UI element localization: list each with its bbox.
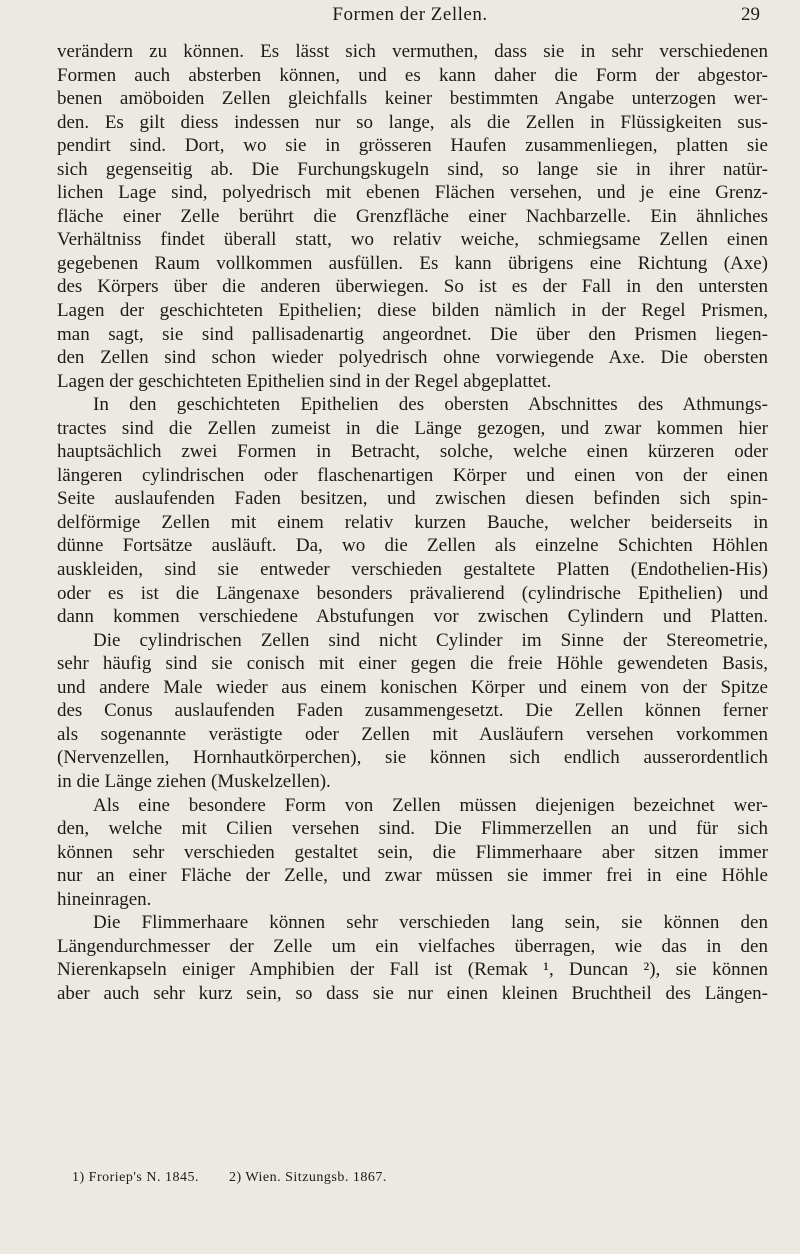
text-line: dann kommen verschiedene Abstufungen vor zwischen Cylindern und Platten. — [57, 606, 768, 628]
text-line: sich gegenseitig ab. Die Furchungskugeln sind, so lange sie in ihrer natür- — [57, 158, 768, 180]
text-line: verändern zu können. Es lässt sich vermuthen, dass sie in sehr verschiedenen — [57, 41, 768, 62]
text-line: Seite auslaufenden Faden besitzen, und zwischen diesen befinden sich spin- — [57, 488, 768, 510]
text-line: und andere Male wieder aus einem konischen Körper und einem von der Spitze — [57, 676, 768, 698]
body-text — [57, 40, 768, 1005]
text-line: fläche einer Zelle berührt die Grenzfläche einer Nachbarzelle. Ein ähnliches — [57, 205, 768, 227]
text-line: des Körpers über die anderen überwiegen. So ist es der Fall in den untersten — [57, 276, 768, 298]
text-line: längeren cylindrischen oder flaschenartigen Körper und einen von der einen — [57, 464, 768, 486]
text-line: aber auch sehr kurz sein, so dass sie nur einen kleinen Bruchtheil des Längen- — [57, 982, 768, 1004]
text-line: des Conus auslaufenden Faden zusammengesetzt. Die Zellen können ferner — [57, 700, 768, 722]
text-line: gegebenen Raum vollkommen ausfüllen. Es kann übrigens eine Richtung (Axe) — [57, 252, 768, 274]
page-header — [60, 4, 760, 30]
text-line: (Nervenzellen, Hornhautkörperchen), sie können sich endlich ausserordentlich — [57, 747, 768, 769]
text-line: oder es ist die Längenaxe besonders prävalierend (cylindrische Epithelien) und — [57, 582, 768, 604]
text-line: sehr häufig sind sie conisch mit einer gegen die freie Höhle gewendeten Basis, — [57, 653, 768, 675]
text-line: in die Länge ziehen (Muskelzellen). — [57, 770, 331, 792]
text-line: dünne Fortsätze ausläuft. Da, wo die Zellen als einzelne Schichten Höhlen — [57, 535, 768, 557]
text-line: den Zellen sind schon wieder polyedrisch ohne vorwiegende Axe. Die obersten — [57, 347, 768, 369]
text-line: hauptsächlich zwei Formen in Betracht, solche, welche einen kürzeren oder — [57, 441, 768, 463]
text-line: nur an einer Fläche der Zelle, und zwar müssen sie immer frei in eine Höhle — [57, 865, 768, 887]
text-line: man sagt, sie sind pallisadenartig angeordnet. Die über den Prismen liegen- — [57, 323, 768, 345]
text-line: den. Es gilt diess indessen nur so lange, als die Zellen in Flüssigkeiten sus- — [57, 111, 768, 133]
text-line: Die Flimmerhaare können sehr verschieden lang sein, sie können den — [93, 912, 768, 934]
text-line: Nierenkapseln einiger Amphibien der Fall ist (Remak ¹, Duncan ²), sie können — [57, 959, 768, 981]
text-line: Lagen der geschichteten Epithelien sind in der Regel abgeplattet. — [57, 370, 552, 392]
footnote-2: 2) Wien. Sitzungsb. 1867. — [228, 1170, 387, 1185]
text-line: pendirt sind. Dort, wo sie in grösseren Haufen zusammenliegen, platten sie — [57, 135, 768, 157]
text-line: können sehr verschieden gestaltet sein, die Flimmerhaare aber sitzen immer — [57, 841, 768, 863]
text-line: Als eine besondere Form von Zellen müssen diejenigen bezeichnet wer- — [93, 794, 768, 816]
text-line: tractes sind die Zellen zumeist in die Länge gezogen, und zwar kommen hier — [57, 417, 768, 439]
text-line: Längendurchmesser der Zelle um ein vielfaches überragen, wie das in den — [57, 935, 768, 957]
text-line: Verhältniss findet überall statt, wo relativ weiche, schmiegsame Zellen einen — [57, 229, 768, 251]
footnotes — [72, 1170, 692, 1186]
text-line: benen amöboiden Zellen gleichfalls keiner bestimmten Angabe unterzogen wer- — [57, 88, 768, 110]
text-line: In den geschichteten Epithelien des obersten Abschnittes des Athmungs- — [93, 394, 768, 416]
text-line: den, welche mit Cilien versehen sind. Die Flimmerzellen an und für sich — [57, 818, 768, 840]
text-line: als sogenannte verästigte oder Zellen mit Ausläufern versehen vorkommen — [57, 723, 768, 745]
text-line: auskleiden, sind sie entweder verschieden gestaltete Platten (Endothelien-His) — [57, 559, 768, 581]
footnote-1: 1) Froriep's N. 1845. — [72, 1170, 199, 1185]
text-line: delförmige Zellen mit einem relativ kurzen Bauche, welcher beiderseits in — [57, 511, 768, 533]
text-line: Formen auch absterben können, und es kann daher die Form der abgestor- — [57, 64, 768, 86]
text-line: hineinragen. — [57, 888, 152, 910]
text-line: Lagen der geschichteten Epithelien; diese bilden nämlich in der Regel Prismen, — [57, 300, 768, 322]
text-line: lichen Lage sind, polyedrisch mit ebenen Flächen versehen, und je eine Grenz- — [57, 182, 768, 204]
text-line: Die cylindrischen Zellen sind nicht Cylinder im Sinne der Stereometrie, — [93, 629, 768, 651]
page-number: 29 — [741, 4, 760, 25]
running-head: Formen der Zellen. — [332, 4, 488, 25]
